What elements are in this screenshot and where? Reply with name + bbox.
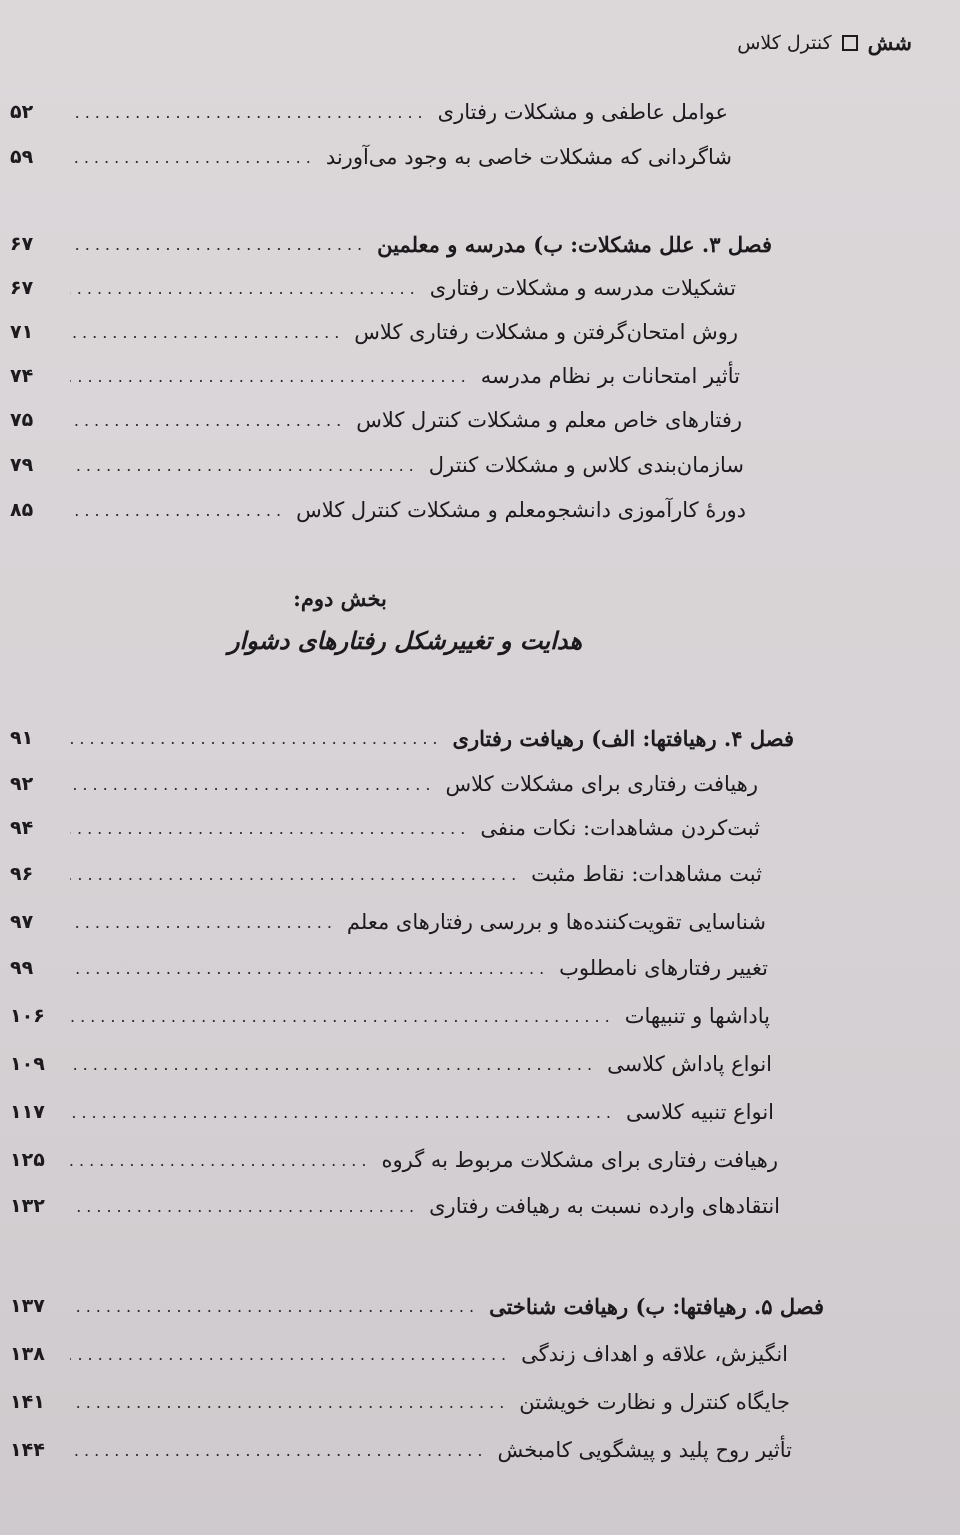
toc-entry [10,900,766,944]
toc-entry-text: انواع تنبیه کلاسی [626,1100,774,1124]
toc-entry [10,1428,792,1472]
chapter-title: فصل ۵. رهیافتها: ب) رهیافت شناختی [489,1293,824,1319]
toc-page-number: ۱۴۱ [10,1391,45,1413]
dot-leader [70,411,346,430]
dot-leader [70,148,316,167]
toc-page-number: ۸۵ [10,499,34,521]
toc-entry [10,1184,780,1228]
toc-entry-text: دورهٔ کارآموزی دانشجومعلم و مشکلات کنترل کلاس [296,498,746,522]
toc-entry [10,354,740,398]
dot-leader [70,1197,419,1216]
toc-entry-text: جایگاه کنترل و نظارت خویشتن [519,1390,790,1414]
square-bullet-icon [842,35,858,51]
toc-page-number: ۱۰۹ [10,1053,45,1075]
part-title: هدایت و تغییرشکل رفتارهای دشوار [227,626,583,655]
dot-leader [70,1393,509,1412]
toc-page-number: ۵۹ [10,146,34,168]
toc-entry [10,135,732,179]
toc-entry-text: تشکیلات مدرسه و مشکلات رفتاری [429,276,736,300]
toc-entry-text: تأثیر روح پلید و پیشگویی کامبخش [497,1438,792,1462]
toc-entry-text: تغییر رفتارهای نامطلوب [559,956,768,980]
dot-leader [70,1345,511,1364]
toc-entry-text: رفتارهای خاص معلم و مشکلات کنترل کلاس [356,408,742,432]
toc-page-number: ۱۴۴ [10,1439,45,1461]
toc-entry-text: روش امتحان‌گرفتن و مشکلات رفتاری کلاس [354,320,738,344]
toc-page-number: ۹۷ [10,911,34,933]
toc-entry [10,1380,790,1424]
toc-entry [10,852,762,896]
dot-leader [70,1055,597,1074]
toc-entry [10,806,760,850]
dot-leader [70,1297,479,1316]
toc-entry-text: رهیافت رفتاری برای مشکلات مربوط به گروه [381,1148,778,1172]
toc-entry [10,762,758,806]
toc-page-number: ۱۱۷ [10,1101,45,1123]
toc-chapter-entry [10,716,794,760]
toc-page-number: ۱۲۵ [10,1149,45,1171]
toc-page-number: ۷۴ [10,365,34,387]
dot-leader [70,235,367,254]
toc-page-number: ۷۱ [10,321,34,343]
part-heading: بخش دوم: [293,586,387,611]
toc-entry [10,994,770,1038]
toc-chapter-entry [10,222,772,266]
toc-entry-text: شناسایی تقویت‌کننده‌ها و بررسی رفتارهای معلم [346,910,766,934]
toc-entry [10,1042,772,1086]
toc-entry-text: تأثیر امتحانات بر نظام مدرسه [480,364,740,388]
toc-page-number: ۷۹ [10,454,34,476]
page-label: شش [867,30,912,55]
dot-leader [70,775,435,794]
toc-page-number: ۹۲ [10,773,34,795]
toc-entry [10,1138,778,1182]
toc-page-number: ۱۳۷ [10,1295,45,1317]
dot-leader [70,103,428,122]
dot-leader [70,1103,616,1122]
toc-page-number: ۶۷ [10,277,34,299]
toc-page-number: ۹۴ [10,817,34,839]
toc-entry-text: پاداشها و تنبیهات [624,1004,770,1028]
toc-entry-text: سازمان‌بندی کلاس و مشکلات کنترل [428,453,744,477]
chapter-title: فصل ۴. رهیافتها: الف) رهیافت رفتاری [452,725,794,751]
toc-entry [10,310,738,354]
toc-entry-text: ثبت‌کردن مشاهدات: نکات منفی [480,816,760,840]
toc-entry [10,90,728,134]
toc-page-number: ۵۲ [10,101,34,123]
toc-entry-text: عوامل عاطفی و مشکلات رفتاری [437,100,728,124]
toc-entry [10,1332,788,1376]
dot-leader [70,729,443,748]
toc-entry [10,1090,774,1134]
toc-entry-text: انگیزش، علاقه و اهداف زندگی [521,1342,788,1366]
dot-leader [70,501,286,520]
dot-leader [70,1007,615,1026]
toc-page-number: ۷۵ [10,409,34,431]
dot-leader [70,913,337,932]
toc-page-number: ۱۳۲ [10,1195,45,1217]
toc-entry-text: انواع پاداش کلاسی [607,1052,772,1076]
toc-entry-text: انتقادهای وارده نسبت به رهیافت رفتاری [429,1194,780,1218]
dot-leader [70,456,419,475]
dot-leader [70,1441,487,1460]
toc-entry [10,266,736,310]
dot-leader [70,865,521,884]
dot-leader [70,1151,371,1170]
dot-leader [70,367,471,386]
dot-leader [70,323,344,342]
dot-leader [70,959,549,978]
toc-entry [10,443,744,487]
toc-page-number: ۶۷ [10,233,34,255]
running-header [737,30,912,55]
toc-page-number: ۱۳۸ [10,1343,45,1365]
dot-leader [70,819,470,838]
toc-chapter-entry [10,1284,824,1328]
toc-entry-text: رهیافت رفتاری برای مشکلات کلاس [445,772,758,796]
toc-entry [10,398,742,442]
book-title: کنترل کلاس [737,31,832,54]
toc-entry [10,946,768,990]
toc-page-number: ۱۰۶ [10,1005,45,1027]
toc-page-number: ۹۶ [10,863,34,885]
toc-page-number: ۹۹ [10,957,34,979]
toc-entry-text: شاگردانی که مشکلات خاصی به وجود می‌آورند [325,145,732,169]
toc-entry-text: ثبت مشاهدات: نقاط مثبت [531,862,762,886]
toc-entry [10,488,746,532]
toc-page-number: ۹۱ [10,727,34,749]
chapter-title: فصل ۳. علل مشکلات: ب) مدرسه و معلمین [377,231,772,257]
dot-leader [70,279,420,298]
